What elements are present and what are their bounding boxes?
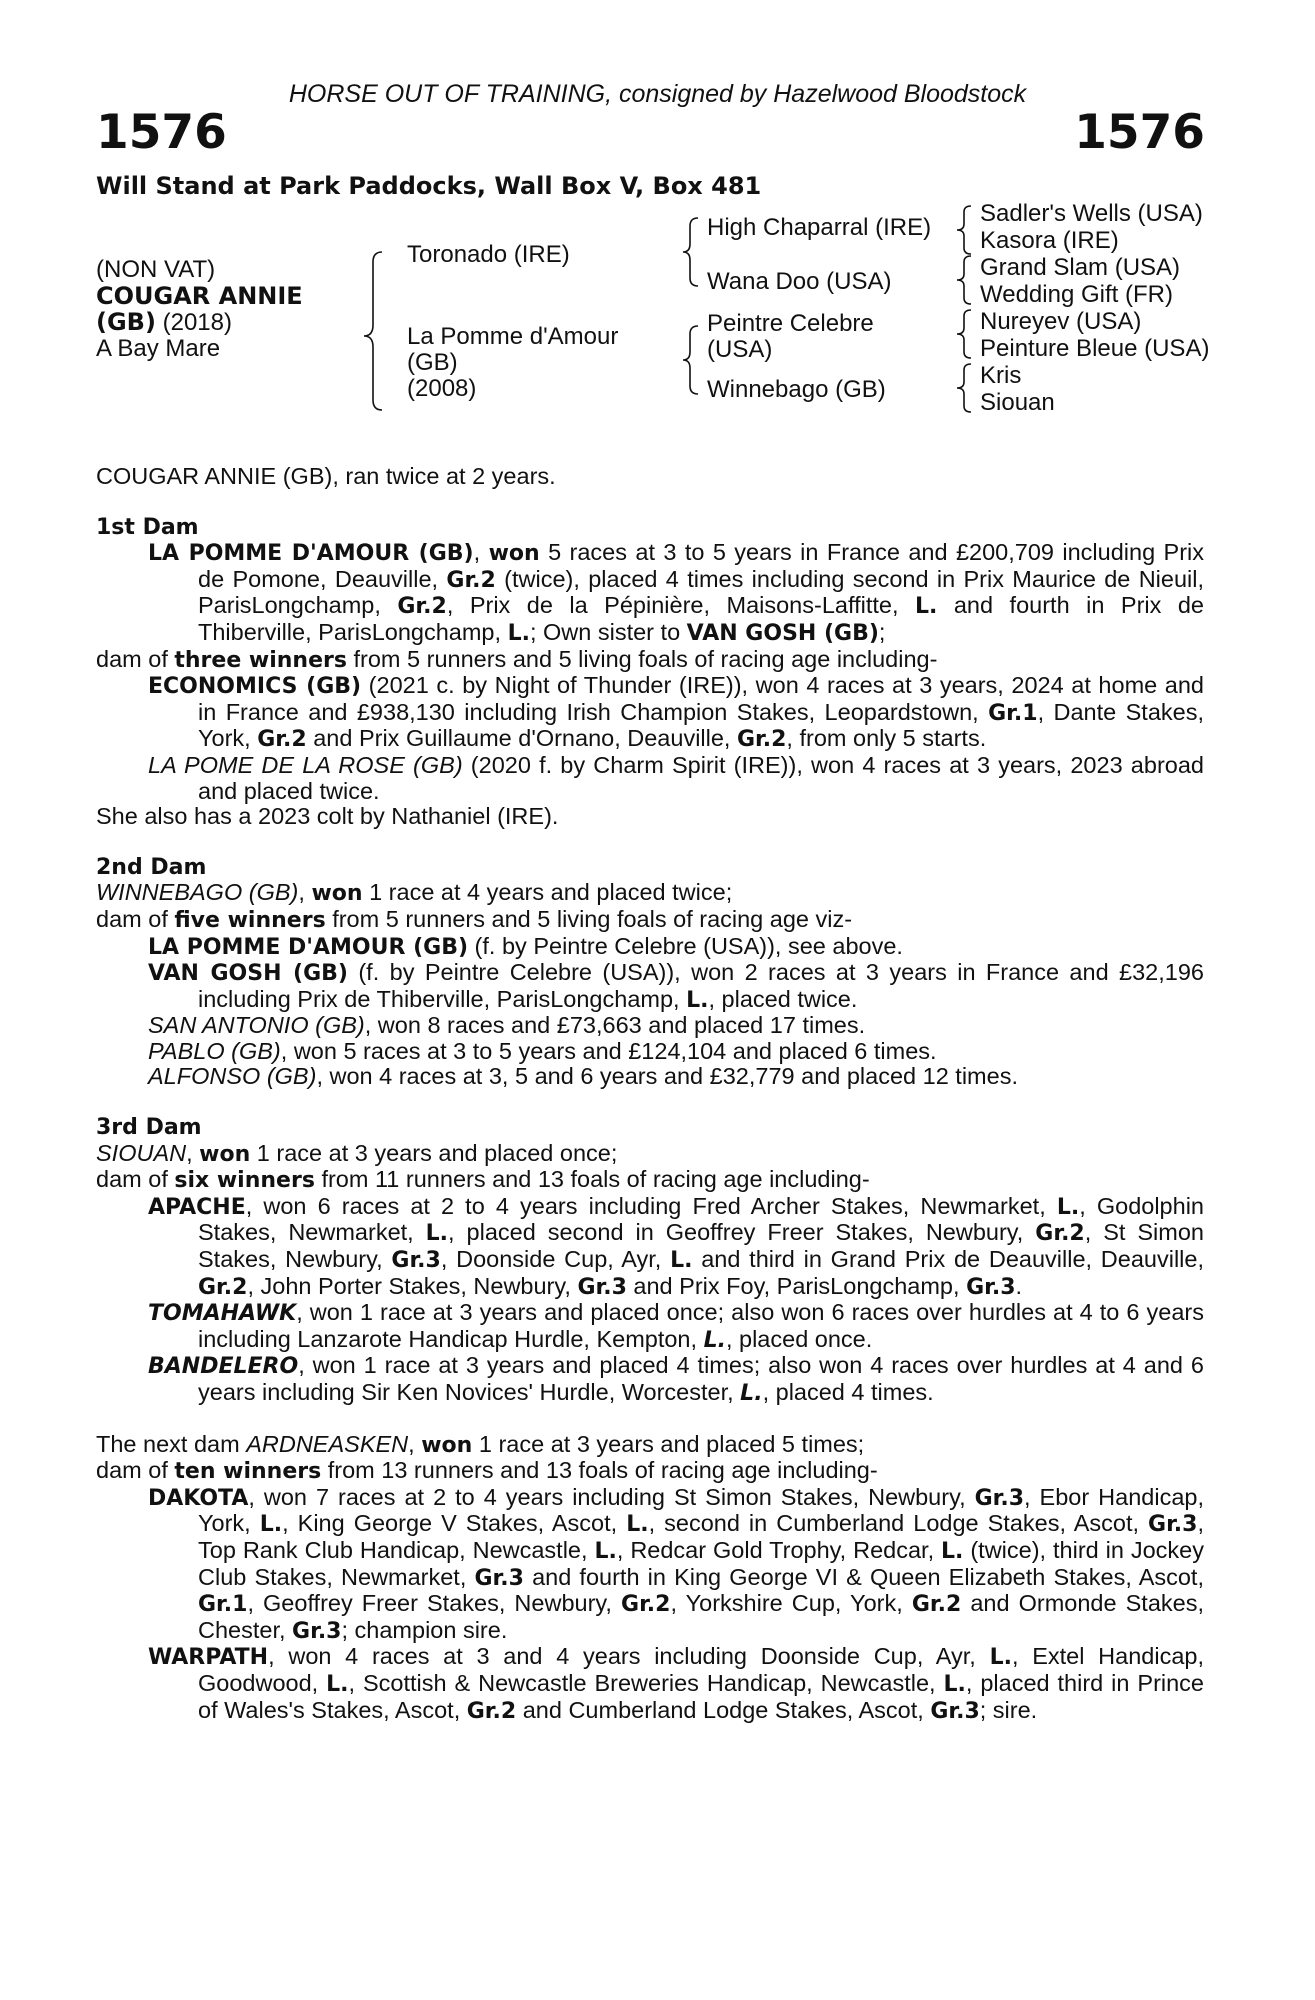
- produce-name: ALFONSO (GB): [148, 1063, 317, 1090]
- listed-label: L.: [703, 1327, 726, 1353]
- text: , second in Cumberland Lodge Stakes, Ascot,: [648, 1510, 1149, 1537]
- produce-name: APACHE: [148, 1194, 246, 1220]
- text: .: [1015, 1272, 1023, 1299]
- produce-alfonso: [96, 1064, 1204, 1090]
- text: , won 7 races at 2 to 4 years including St Simon Stakes, Newbury,: [248, 1483, 975, 1510]
- ggp-1: Sadler's Wells (USA): [980, 200, 1203, 227]
- text: , Godolphin Stakes, Newmarket,: [198, 1192, 1204, 1246]
- listed-label: L.: [914, 594, 938, 620]
- text: , placed third in Prince of Wales's Stakes, Ascot,: [198, 1669, 1204, 1723]
- pedigree-grandsire-2-country: (USA): [707, 336, 773, 363]
- produce-dakota: [96, 1485, 1204, 1645]
- pedigree-dam-year: (2008): [407, 375, 477, 402]
- pedigree-granddam-1: Wana Doo (USA): [707, 268, 892, 295]
- grade-label: Gr.2: [911, 1592, 962, 1618]
- first-dam-colt-note: She also has a 2023 colt by Nathaniel (IRE).: [96, 803, 559, 830]
- text: and Prix Foy, ParisLongchamp,: [626, 1272, 967, 1299]
- grade-label: Gr.2: [446, 567, 496, 593]
- pedigree-grandsire-2: [707, 311, 874, 363]
- horse-name: COUGAR ANNIE: [96, 282, 303, 310]
- third-dam-heading: 3rd Dam: [96, 1115, 202, 1141]
- text: dam of: [96, 1457, 175, 1484]
- text: , Redcar Gold Trophy, Redcar,: [616, 1536, 942, 1563]
- produce-economics: [96, 673, 1204, 753]
- grade-label: Gr.2: [198, 1274, 248, 1300]
- text: , won 6 races at 2 to 4 years including Fred Archer Stakes, Newmarket,: [245, 1192, 1057, 1219]
- text: , Geoffrey Freer Stakes, Newbury,: [247, 1590, 622, 1617]
- grade-label: Gr.2: [466, 1698, 517, 1724]
- produce-san-antonio: [96, 1013, 1204, 1039]
- sister-name: VAN GOSH (GB): [686, 620, 879, 646]
- won-label: won: [421, 1432, 473, 1458]
- produce-apache: [96, 1194, 1204, 1300]
- ggp-2: Kasora (IRE): [980, 227, 1119, 254]
- produce-name: TOMAHAWK: [148, 1301, 297, 1327]
- text: (twice), third in Jockey Club Stakes, Newmarket,: [198, 1536, 1204, 1590]
- produce-tomahawk: [96, 1300, 1204, 1353]
- second-dam-name: WINNEBAGO (GB): [96, 879, 299, 906]
- pedigree-grandsire-2-name: Peintre Celebre: [707, 310, 874, 337]
- produce-name: WARPATH: [148, 1645, 269, 1671]
- text: and Ormonde Stakes, Chester,: [198, 1590, 1204, 1643]
- text: , won 8 races and £73,663 and placed 17 times.: [364, 1012, 866, 1039]
- grade-label: Gr.2: [257, 727, 307, 753]
- pedigree-great-grandparents: [980, 201, 1209, 417]
- text: (f. by Peintre Celebre (USA)), won 2 races at 3 years in France and £32,196 including Prix de Thiberville, ParisLongchamp,: [198, 959, 1204, 1012]
- text: , won 4 races at 3 and 4 years including Doonside Cup, Ayr,: [268, 1643, 990, 1670]
- ggp-5: Nureyev (USA): [980, 308, 1142, 335]
- produce-name: LA POMME D'AMOUR (GB): [148, 934, 469, 960]
- produce-name: SAN ANTONIO (GB): [148, 1012, 365, 1039]
- next-dam-record: The next dam ARDNEASKEN, won 1 race at 3 years and placed 5 times;: [96, 1430, 865, 1458]
- text: 5 races at 3 to 5 years in France and £200,709 including Prix de Pomone, Deauville,: [198, 539, 1205, 592]
- text: dam of: [96, 1166, 175, 1193]
- text: , Yorkshire Cup, York,: [670, 1590, 912, 1617]
- pedigree-sire: Toronado (IRE): [407, 241, 570, 268]
- first-dam-heading: 1st Dam: [96, 514, 199, 540]
- produce-pablo: [96, 1039, 1204, 1065]
- lot-number-right: 1576: [1074, 105, 1205, 160]
- text: 1 race at 3 years and placed 5 times;: [472, 1430, 865, 1457]
- text: , won 4 races at 3, 5 and 6 years and £32,779 and placed 12 times.: [316, 1063, 1018, 1090]
- ggp-4: Wedding Gift (FR): [980, 281, 1173, 308]
- produce-warpath: [96, 1644, 1204, 1724]
- produce-name: ECONOMICS (GB): [148, 674, 362, 700]
- text: and fourth in Prix de Thiberville, ParisLongchamp,: [198, 592, 1204, 645]
- won-label: won: [311, 881, 363, 907]
- listed-label: L.: [670, 1248, 693, 1274]
- next-dam-produce-summary: [96, 1458, 1204, 1485]
- grade-label: Gr.2: [1035, 1221, 1085, 1247]
- text: ;: [878, 618, 886, 645]
- grade-label: Gr.3: [391, 1248, 441, 1274]
- text: and third in Grand Prix de Deauville, Deauville,: [692, 1246, 1204, 1273]
- catalogue-header: HORSE OUT OF TRAINING, consigned by Hazelwood Bloodstock: [288, 80, 1027, 108]
- grade-label: Gr.2: [397, 594, 447, 620]
- text: , Top Rank Club Handicap, Newcastle,: [198, 1510, 1204, 1563]
- text: dam of: [96, 645, 175, 672]
- grade-label: Gr.3: [930, 1698, 980, 1724]
- text: , placed once.: [725, 1325, 873, 1352]
- grade-label: Gr.1: [198, 1592, 248, 1618]
- text: (twice), placed 4 times including second in Prix Maurice de Nieuil, ParisLongchamp,: [198, 565, 1204, 619]
- text: ; champion sire.: [341, 1616, 508, 1643]
- horse-year: (2018): [162, 309, 232, 336]
- pedigree-dam-name: La Pomme d'Amour: [407, 323, 619, 350]
- text: from 5 runners and 5 living foals of racing age including-: [346, 645, 938, 672]
- text: from 11 runners and 13 foals of racing age including-: [314, 1166, 870, 1193]
- text: , won 1 race at 3 years and placed once; also won 6 races over hurdles at 4 to 6 years including Lanzarote Handicap Hurdle, Kempton,: [198, 1299, 1204, 1352]
- produce-bandelero: [96, 1353, 1204, 1406]
- text: The next dam: [96, 1430, 247, 1457]
- text: 1 race at 4 years and placed twice;: [362, 879, 733, 906]
- grade-label: Gr.3: [474, 1565, 524, 1591]
- third-dam-produce-summary: [96, 1167, 1204, 1194]
- ggp-3: Grand Slam (USA): [980, 254, 1181, 281]
- first-dam-record: LA POMME D'AMOUR (GB), won 5 races at 3 to 5 years in France and £200,709 including Prix de Pomone, Deauville, Gr.2 (twice), placed 4 times including second in Prix Maurice de Nieuil, ParisLongchamp, Gr.2, Prix de la Pépinière, Maisons-Laffitte, L. and fourth in Prix de Thiberville, ParisLongchamp, L.; Own sister to VAN GOSH (GB);: [148, 539, 1205, 646]
- catalogue-body: [96, 464, 1204, 1724]
- won-label: won: [488, 541, 540, 567]
- text: , Dante Stakes, York,: [198, 698, 1204, 752]
- winners-count: three winners: [174, 647, 347, 673]
- first-dam-name: LA POMME D'AMOUR (GB): [148, 541, 474, 567]
- produce-name: DAKOTA: [148, 1485, 249, 1511]
- winners-count: six winners: [174, 1168, 315, 1194]
- first-dam-produce-summary: [96, 647, 1204, 674]
- text: , Scottish & Newcastle Breweries Handicap, Newcastle,: [348, 1669, 944, 1696]
- text: , Prix de la Pépinière, Maisons-Laffitte,: [446, 592, 915, 619]
- listed-label: L.: [740, 1381, 763, 1406]
- text: , from only 5 starts.: [786, 725, 987, 752]
- grade-label: Gr.2: [621, 1592, 671, 1618]
- listed-label: L.: [507, 620, 530, 646]
- produce-name: VAN GOSH (GB): [148, 961, 348, 987]
- second-dam-heading: 2nd Dam: [96, 854, 207, 880]
- text: , won 1 race at 3 years and placed 4 times; also won 4 races over hurdles at 4 and 6 years including Sir Ken Novices' Hurdle, Worcester,: [198, 1352, 1204, 1405]
- text: , placed 4 times.: [762, 1379, 934, 1405]
- text: , won 5 races at 3 to 5 years and £124,104 and placed 6 times.: [280, 1037, 937, 1064]
- grade-label: Gr.3: [974, 1485, 1025, 1511]
- text: ; Own sister to: [529, 618, 687, 645]
- produce-name: PABLO (GB): [148, 1037, 281, 1064]
- text: , Extel Handicap, Goodwood,: [198, 1643, 1204, 1696]
- grade-label: Gr.3: [292, 1618, 342, 1644]
- won-label: won: [199, 1141, 251, 1167]
- text: , placed twice.: [708, 985, 858, 1012]
- listed-label: L.: [941, 1538, 964, 1564]
- grade-label: Gr.1: [988, 700, 1038, 726]
- horse-country: (GB): [96, 308, 156, 336]
- text: and fourth in King George VI & Queen Elizabeth Stakes, Ascot,: [523, 1563, 1204, 1590]
- text: , Doonside Cup, Ayr,: [440, 1246, 671, 1273]
- horse-description: A Bay Mare: [96, 335, 221, 362]
- third-dam-record: SIOUAN, won 1 race at 3 years and placed once;: [96, 1139, 618, 1167]
- text: , John Porter Stakes, Newbury,: [247, 1272, 578, 1299]
- text: , placed second in Geoffrey Freer Stakes, Newbury,: [448, 1219, 1036, 1246]
- ggp-8: Siouan: [980, 389, 1055, 416]
- grade-label: Gr.3: [966, 1274, 1016, 1300]
- listed-label: L.: [989, 1645, 1012, 1671]
- next-dam-name: ARDNEASKEN: [246, 1430, 409, 1457]
- text: from 13 runners and 13 foals of racing age including-: [321, 1457, 878, 1484]
- produce-van-gosh: [96, 960, 1204, 1013]
- listed-label: L.: [686, 987, 709, 1013]
- vat-status: (NON VAT): [96, 256, 216, 283]
- grade-label: Gr.2: [736, 727, 787, 753]
- listed-label: L.: [626, 1512, 649, 1538]
- grade-label: Gr.3: [1148, 1512, 1198, 1538]
- text: dam of: [96, 905, 175, 932]
- stand-location: Will Stand at Park Paddocks, Wall Box V, Box 481: [96, 172, 762, 200]
- winners-count: five winners: [174, 907, 326, 933]
- text: and Cumberland Lodge Stakes, Ascot,: [516, 1696, 931, 1723]
- listed-label: L.: [943, 1671, 966, 1697]
- listed-label: L.: [1056, 1194, 1080, 1220]
- pedigree-dam-country: (GB): [407, 349, 458, 376]
- ggp-6: Peinture Bleue (USA): [980, 335, 1210, 362]
- text: , King George V Stakes, Ascot,: [282, 1510, 627, 1537]
- winners-count: ten winners: [174, 1459, 322, 1485]
- text: (f. by Peintre Celebre (USA)), see above.: [468, 932, 903, 959]
- text: , Ebor Handicap, York,: [198, 1483, 1205, 1537]
- lot-number-left: 1576: [96, 105, 227, 160]
- pedigree-grandsire-1: High Chaparral (IRE): [707, 214, 932, 241]
- third-dam-name: SIOUAN: [96, 1139, 187, 1166]
- pedigree-dam: [407, 324, 618, 402]
- listed-label: L.: [425, 1221, 449, 1247]
- race-summary: COUGAR ANNIE (GB), ran twice at 2 years.: [96, 463, 556, 489]
- ggp-7: Kris: [980, 362, 1022, 389]
- produce-name: BANDELERO: [148, 1354, 299, 1380]
- text: 1 race at 3 years and placed once;: [250, 1139, 618, 1166]
- text: ; sire.: [979, 1696, 1038, 1723]
- listed-label: L.: [326, 1671, 349, 1697]
- grade-label: Gr.3: [577, 1274, 627, 1300]
- second-dam-record: WINNEBAGO (GB), won 1 race at 4 years and placed twice;: [96, 879, 733, 907]
- produce-la-pome-de-la-rose: [96, 753, 1204, 804]
- text: (2020 f. by Charm Spirit (IRE)), won 4 races at 3 years, 2023 abroad and placed twice.: [198, 751, 1204, 804]
- text: from 5 runners and 5 living foals of racing age viz-: [325, 905, 853, 932]
- text: (2021 c. by Night of Thunder (IRE)), won 4 races at 3 years, 2024 at home and in France and £938,130 including Irish Champion Stakes, Leopardstown,: [198, 672, 1204, 725]
- produce-name: LA POME DE LA ROSE (GB): [148, 751, 463, 778]
- text: and Prix Guillaume d'Ornano, Deauville,: [306, 725, 737, 752]
- produce-la-pomme-d-amour: [96, 934, 1204, 961]
- pedigree-granddam-2: Winnebago (GB): [707, 376, 886, 403]
- listed-label: L.: [259, 1512, 283, 1538]
- second-dam-produce-summary: [96, 907, 1204, 934]
- listed-label: L.: [594, 1538, 617, 1564]
- text: , St Simon Stakes, Newbury,: [198, 1219, 1204, 1273]
